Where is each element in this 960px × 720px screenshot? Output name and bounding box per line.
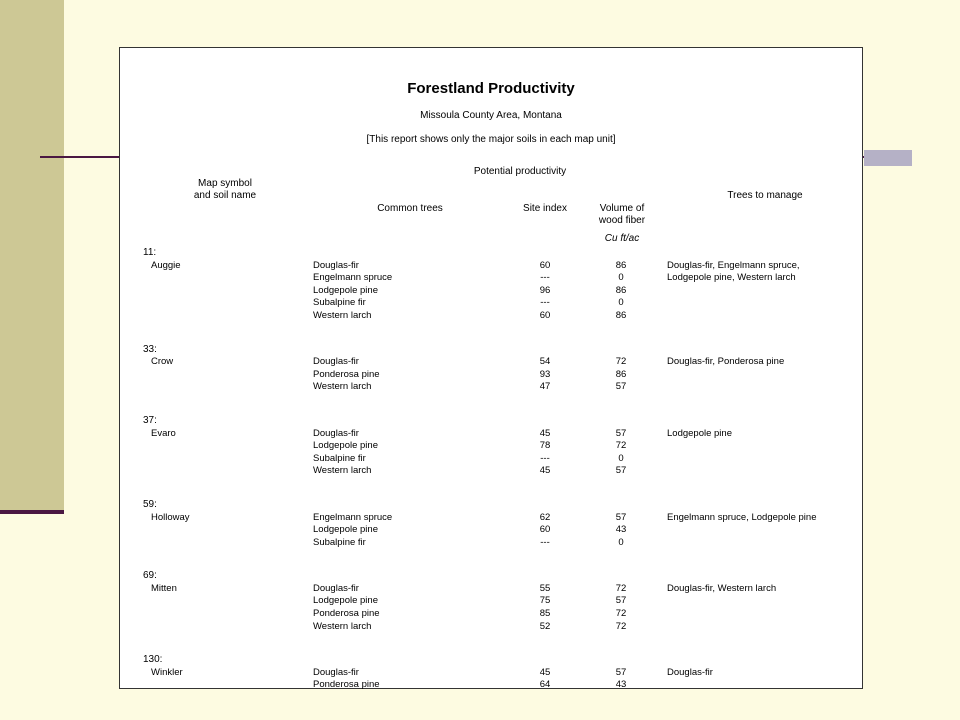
header-volume-units: Cu ft/ac [604,233,640,244]
volume-value: 0 [618,536,624,548]
common-tree: Engelmann spruce [313,272,393,284]
table-row [120,440,862,453]
header-volume [590,203,654,227]
header-map-symbol-line2: and soil name [193,190,257,201]
common-tree: Douglas-fir [313,356,359,368]
map-symbol: 130: [143,654,163,666]
map-unit-group [120,344,862,394]
group-spacer [120,549,862,570]
common-tree: Douglas-fir [313,582,359,594]
map-symbol: 37: [143,414,157,426]
site-index-value: 85 [539,608,551,620]
common-tree: Lodgepole pine [313,595,378,607]
table-row [120,621,862,634]
map-symbol: 33: [143,343,157,355]
common-tree: Western larch [313,381,372,393]
common-tree: Western larch [313,309,372,321]
soil-name: Holloway [151,511,190,523]
report-image [119,47,863,689]
site-index-value: 45 [539,465,551,477]
volume-value: 72 [615,582,627,594]
common-tree: Engelmann spruce [313,511,393,523]
volume-value: 72 [615,620,627,632]
trees-to-manage-text: Douglas-fir, Ponderosa pine [667,356,785,368]
site-index-value: 45 [539,427,551,439]
left-decor-bar [0,0,64,512]
table-row [120,272,862,285]
accent-block [864,150,912,166]
table-row [120,465,862,478]
common-tree: Ponderosa pine [313,368,380,380]
site-index-value: 52 [539,620,551,632]
group-spacer [120,394,862,415]
site-index-value: 60 [539,524,551,536]
group-spacer [120,323,862,344]
volume-value: 72 [615,356,627,368]
table-row [120,679,862,692]
table-row [120,537,862,550]
table-row [120,310,862,323]
table-row [120,595,862,608]
trees-to-manage-text: Douglas-fir, Engelmann spruce, [667,259,800,271]
map-symbol: 69: [143,570,157,582]
soil-name: Auggie [151,259,181,271]
table-row [120,297,862,310]
site-index-value: 93 [539,368,551,380]
table-row [120,260,862,273]
site-index-value: 55 [539,582,551,594]
site-index-value: 75 [539,595,551,607]
site-index-value: --- [540,272,550,284]
table-row [120,453,862,466]
site-index-value: --- [540,536,550,548]
volume-value: 57 [615,595,627,607]
volume-value: 57 [615,381,627,393]
common-tree: Ponderosa pine [313,608,380,620]
group-spacer [120,478,862,499]
map-unit-group [120,654,862,692]
common-tree: Lodgepole pine [313,440,378,452]
common-tree: Western larch [313,465,372,477]
header-potential-productivity: Potential productivity [473,166,567,177]
common-tree: Douglas-fir [313,427,359,439]
volume-value: 57 [615,465,627,477]
common-tree: Lodgepole pine [313,524,378,536]
table-row [120,356,862,369]
table-row [120,428,862,441]
map-symbol: 11: [143,247,157,258]
report-subtitle: Missoula County Area, Montana [420,110,562,121]
map-symbol: 59: [143,498,157,510]
trees-to-manage-text: Douglas-fir, Western larch [667,582,777,594]
header-site-index: Site index [523,203,567,214]
site-index-value: 64 [539,679,551,691]
volume-value: 43 [615,524,627,536]
soil-name: Evaro [151,427,176,439]
volume-value: 86 [615,309,627,321]
site-index-value: --- [540,452,550,464]
common-tree: Subalpine fir [313,452,366,464]
table-row [120,381,862,394]
volume-value: 72 [615,608,627,620]
volume-value: 57 [615,666,627,678]
soil-name: Mitten [151,582,177,594]
common-tree: Subalpine fir [313,536,366,548]
trees-to-manage-text: Douglas-fir [667,666,713,678]
site-index-value: --- [540,297,550,309]
map-unit-group [120,247,862,323]
volume-value: 57 [615,427,627,439]
table-row [120,369,862,382]
common-tree: Western larch [313,620,372,632]
volume-value: 86 [615,259,627,271]
table-row [120,512,862,525]
table-row [120,524,862,537]
soil-name: Winkler [151,666,183,678]
site-index-value: 60 [539,259,551,271]
common-tree: Subalpine fir [313,297,366,309]
map-unit-group [120,499,862,549]
common-tree: Lodgepole pine [313,284,378,296]
soil-name: Crow [151,356,174,368]
header-map-symbol [160,178,290,202]
site-index-value: 78 [539,440,551,452]
header-volume-line2: wood fiber [598,215,646,226]
table-row [120,667,862,680]
trees-to-manage-text: Lodgepole pine [667,427,732,439]
report-title: Forestland Productivity [407,80,575,97]
volume-value: 86 [615,284,627,296]
site-index-value: 54 [539,356,551,368]
site-index-value: 60 [539,309,551,321]
report-table-body [120,247,862,692]
header-common-trees: Common trees [377,203,443,214]
site-index-value: 45 [539,666,551,678]
trees-to-manage-text: Engelmann spruce, Lodgepole pine [667,511,817,523]
common-tree: Ponderosa pine [313,679,380,691]
site-index-value: 47 [539,381,551,393]
header-trees-to-manage: Trees to manage [727,190,803,201]
map-unit-group [120,570,862,633]
trees-to-manage-text: Lodgepole pine, Western larch [667,272,796,284]
volume-value: 72 [615,440,627,452]
header-volume-line1: Volume of [599,203,645,214]
group-spacer [120,633,862,654]
site-index-value: 62 [539,511,551,523]
table-row [120,583,862,596]
table-row [120,285,862,298]
map-unit-group [120,415,862,478]
volume-value: 0 [618,297,624,309]
volume-value: 57 [615,511,627,523]
common-tree: Douglas-fir [313,259,359,271]
table-row [120,608,862,621]
volume-value: 0 [618,452,624,464]
report-note: [This report shows only the major soils in each map unit] [366,134,616,145]
volume-value: 43 [615,679,627,691]
site-index-value: 96 [539,284,551,296]
common-tree: Douglas-fir [313,666,359,678]
volume-value: 0 [618,272,624,284]
left-decor-rule [0,510,64,514]
volume-value: 86 [615,368,627,380]
header-map-symbol-line1: Map symbol [198,178,252,189]
